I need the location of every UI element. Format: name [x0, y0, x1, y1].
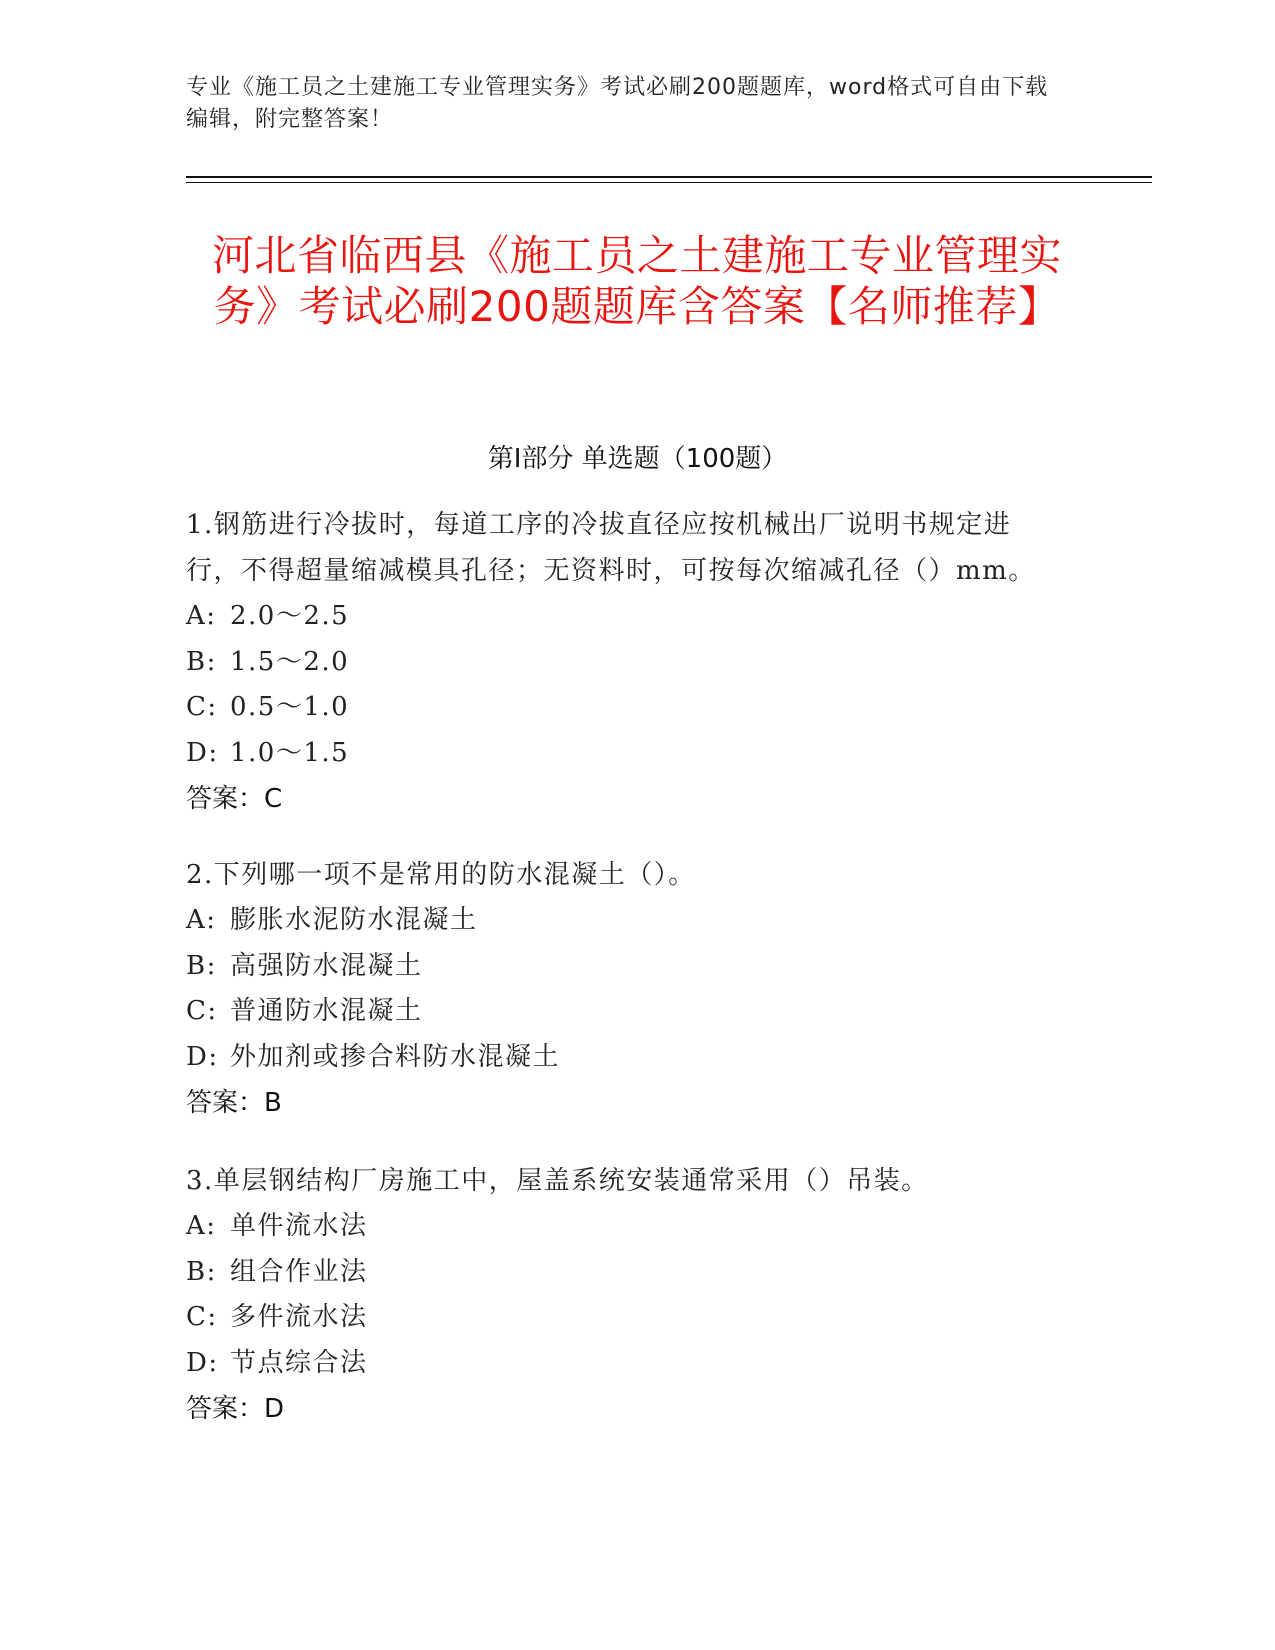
- option-d: [186, 731, 1066, 777]
- option-c: [186, 1295, 1066, 1341]
- document-title: 河北省临西县《施工员之土建施工专业管理实务》考试必刷200题题库含答案【名师推荐】: [211, 231, 1062, 331]
- option-text: 1.0～1.5: [230, 737, 350, 768]
- option-letter: A:: [186, 601, 217, 631]
- option-letter: C:: [186, 1302, 218, 1332]
- option-letter: A:: [186, 905, 217, 935]
- option-text: 2.0～2.5: [230, 601, 350, 631]
- option-letter: C:: [186, 996, 218, 1026]
- option-letter: B:: [186, 1256, 217, 1287]
- option-letter: D:: [186, 1347, 219, 1378]
- header-divider-thick: [186, 176, 1152, 178]
- option-letter: D:: [186, 737, 219, 768]
- header-note: 专业《施工员之土建施工专业管理实务》考试必刷200题题库，word格式可自由下载编辑，附完整答案！: [186, 75, 1049, 132]
- option-text: 1.5～2.0: [230, 646, 350, 677]
- answer-line: 答案：D: [186, 1394, 285, 1424]
- section-heading: 第Ⅰ部分 单选题（100题）: [487, 444, 788, 474]
- option-letter: B:: [186, 646, 217, 677]
- option-text: 0.5～1.0: [230, 692, 350, 722]
- option-b: [186, 944, 1066, 990]
- option-b: [186, 1250, 1066, 1296]
- question-stem: 3.单层钢结构厂房施工中，屋盖系统安装通常采用（）吊装。: [186, 1166, 929, 1196]
- option-text: 节点综合法: [230, 1347, 368, 1378]
- option-d: [186, 1035, 1066, 1081]
- option-d: [186, 1341, 1066, 1387]
- option-a: [186, 1204, 1066, 1250]
- option-letter: C:: [186, 692, 218, 722]
- option-letter: A:: [186, 1211, 217, 1241]
- option-text: 高强防水混凝土: [230, 950, 423, 981]
- option-text: 多件流水法: [230, 1302, 368, 1332]
- option-text: 膨胀水泥防水混凝土: [230, 905, 478, 935]
- option-text: 单件流水法: [230, 1211, 368, 1241]
- option-letter: B:: [186, 950, 217, 981]
- option-text: 外加剂或掺合料防水混凝土: [230, 1041, 561, 1072]
- question-1: [186, 502, 1066, 822]
- option-c: [186, 989, 1066, 1035]
- answer-line: 答案：B: [186, 1088, 282, 1118]
- option-text: 普通防水混凝土: [230, 996, 423, 1026]
- option-a: [186, 594, 1066, 640]
- header-divider-thin: [186, 182, 1152, 183]
- answer-line: 答案：C: [186, 784, 283, 814]
- option-letter: D:: [186, 1041, 219, 1072]
- question-stem: 2.下列哪一项不是常用的防水混凝土（）。: [186, 860, 696, 890]
- question-2: [186, 852, 1066, 1126]
- option-text: 组合作业法: [230, 1256, 368, 1287]
- option-b: [186, 640, 1066, 686]
- question-stem: 1.钢筋进行冷拔时，每道工序的冷拔直径应按机械出厂说明书规定进行，不得超量缩减模具孔径；无资料时，可按每次缩减孔径（）mm。: [186, 510, 1036, 586]
- question-3: [186, 1158, 1066, 1432]
- option-a: [186, 898, 1066, 944]
- option-c: [186, 685, 1066, 731]
